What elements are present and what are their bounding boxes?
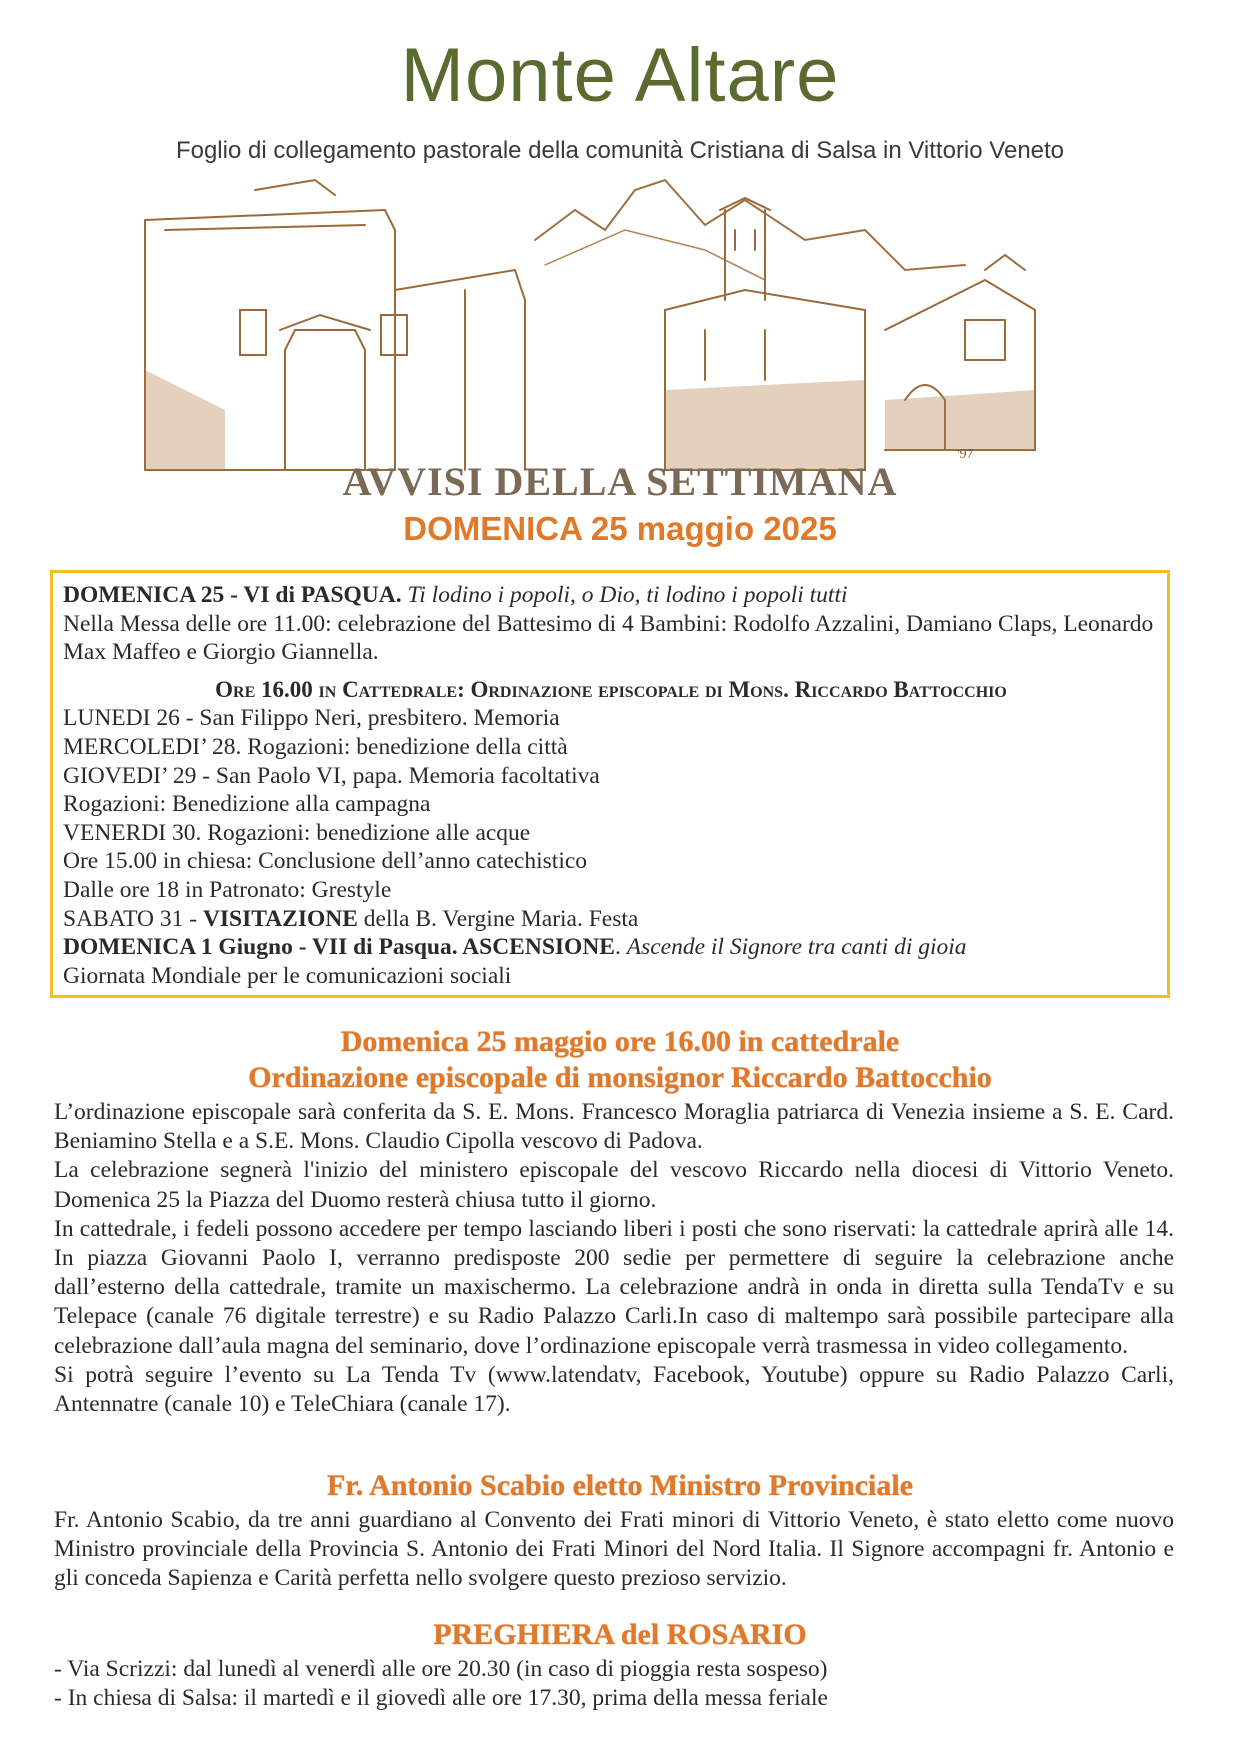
calendar-line: Rogazioni: Benedizione alla campagna	[63, 791, 431, 818]
rosary-item: - Via Scrizzi: dal lunedì al venerdì alle ore 20.30 (in caso di pioggia resta sospeso)	[54, 1656, 828, 1682]
masthead-title: Monte Altare	[400, 33, 840, 118]
ordination-headline-2: Ordinazione episcopale di monsignor Riccardo Battocchio	[248, 1061, 992, 1094]
calendar-line: Giornata Mondiale per le comunicazioni sociali	[63, 962, 512, 989]
calendar-ordination-note: Ore 16.00 in Cattedrale: Ordinazione episcopale di Mons. Riccardo Battocchio	[215, 676, 1007, 702]
calendar-line: DOMENICA 25 - VI di PASQUA. Ti lodino i popoli, o Dio, ti lodino i popoli tutti	[63, 582, 848, 608]
calendar-line: Dalle ore 18 in Patronato: Grestyle	[63, 876, 392, 903]
article-paragraph: L’ordinazione episcopale sarà conferita da S. E. Mons. Francesco Moraglia patriarca di Venezia insieme a S. E. Card. Beniamino Stella e a S.E. Mons. Claudio Cipolla vescovo di Padova.	[54, 1099, 1174, 1155]
issue-date: DOMENICA 25 maggio 2025	[403, 510, 837, 547]
article-paragraph: In cattedrale, i fedeli possono accedere per tempo lasciando liberi i posti che sono riservati: la cattedrale aprirà alle 14. In piazza Giovanni Paolo I, verranno predisposte 200 sedie per permettere di seguire la celebrazione anche dall’esterno della cattedrale, tramite un maxischermo. La celebrazione andrà in onda in diretta sulla TendaTv e su Telepace (canale 76 digitale terrestre) e su Radio Palazzo Carli.In caso di maltempo sarà possibile partecipare alla celebrazione dall’aula magna del seminario, dove l’ordinazione episcopale verrà trasmessa in video collegamento.	[54, 1215, 1174, 1359]
rosary-item: - In chiesa di Salsa: il martedì e il giovedì alle ore 17.30, prima della messa feriale	[54, 1685, 828, 1711]
provincial-headline: Fr. Antonio Scabio eletto Ministro Provinciale	[326, 1469, 914, 1502]
calendar-line: VENERDI 30. Rogazioni: benedizione alle acque	[63, 819, 531, 846]
calendar-line: LUNEDI 26 - San Filippo Neri, presbitero. Memoria	[63, 705, 560, 732]
calendar-line: Nella Messa delle ore 11.00: celebrazione del Battesimo di 4 Bambini: Rodolfo Azzalini, Damiano Claps, Leonardo Max Maffeo e Giorgio Giannella.	[63, 610, 1154, 666]
ordination-article	[54, 1098, 1174, 1419]
calendar-line: DOMENICA 1 Giugno - VII di Pasqua. ASCENSIONE. Ascende il Signore tra canti di gioia	[63, 934, 967, 961]
masthead-subtitle: Foglio di collegamento pastorale della comunità Cristiana di Salsa in Vittorio Veneto	[175, 137, 1065, 164]
article-paragraph: Fr. Antonio Scabio, da tre anni guardiano al Convento dei Frati minori di Vittorio Veneto, è stato eletto come nuovo Ministro provinciale della Provincia S. Antonio dei Frati Minori del Nord Italia. Il Signore accompagni fr. Antonio e gli conceda Sapienza e Carità perfetta nello svolgere questo prezioso servizio.	[54, 1507, 1174, 1592]
sketch-signature: '97	[957, 447, 974, 462]
article-paragraph: La celebrazione segnerà l'inizio del ministero episcopale del vescovo Riccardo nella diocesi di Vittorio Veneto. Domenica 25 la Piazza del Duomo resterà chiusa tutto il giorno.	[54, 1157, 1174, 1213]
provincial-article	[54, 1506, 1174, 1594]
ordination-headline-1: Domenica 25 maggio ore 16.00 in cattedrale	[340, 1025, 900, 1058]
notices-heading: AVVISI DELLA SETTIMANA	[342, 459, 898, 504]
weekly-calendar-box	[50, 570, 1170, 998]
calendar-line: MERCOLEDI’ 28. Rogazioni: benedizione della città	[63, 733, 568, 760]
article-paragraph: Si potrà seguire l’evento su La Tenda Tv (www.latendatv, Facebook, Youtube) oppure su Radio Palazzo Carli, Antennatre (canale 10) e TeleChiara (canale 17).	[54, 1361, 1174, 1418]
calendar-line: SABATO 31 - VISITAZIONE della B. Vergine Maria. Festa	[63, 905, 639, 932]
calendar-line: GIOVEDI’ 29 - San Paolo VI, papa. Memoria facoltativa	[63, 762, 600, 789]
rosary-headline: PREGHIERA del ROSARIO	[433, 1618, 807, 1651]
church-sketch-illustration	[105, 170, 1135, 500]
calendar-line: Ore 15.00 in chiesa: Conclusione dell’anno catechistico	[63, 848, 588, 875]
